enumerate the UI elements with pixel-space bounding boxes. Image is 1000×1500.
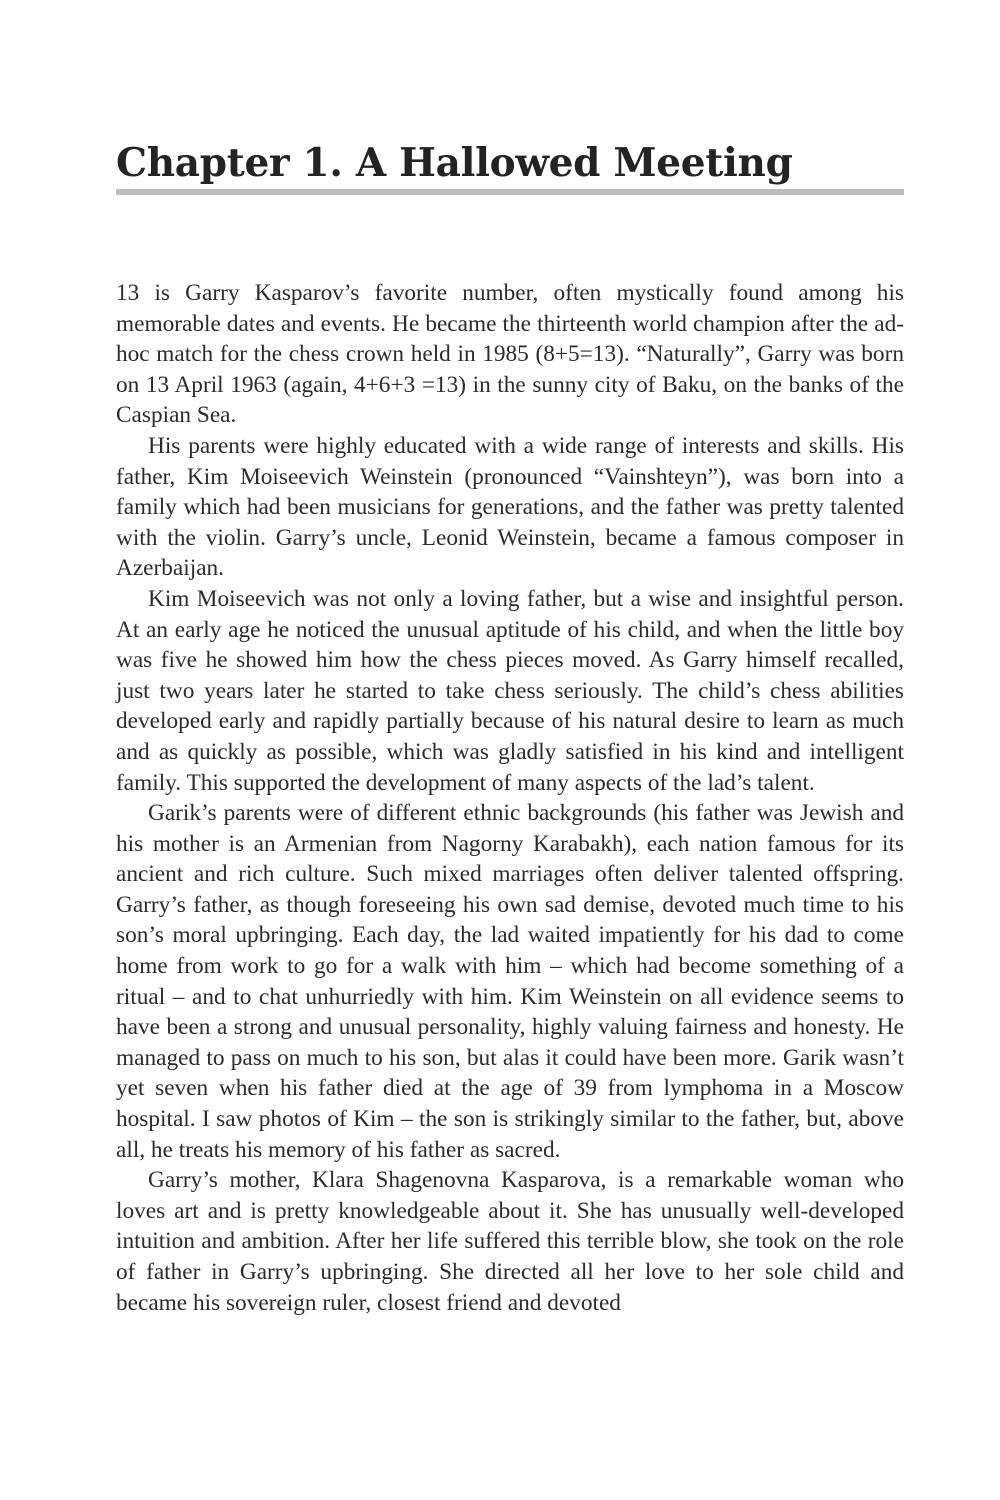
chapter-body <box>116 278 904 1318</box>
paragraph-4: Garik’s parents were of different ethnic backgrounds (his father was Jewish and his mother is an Armenian from Nagorny Karabakh), each nation famous for its ancient and rich culture. Such mixed marriages often deliver talented offspring. Garry’s father, as though foreseeing his own sad demise, devoted much time to his son’s moral upbringing. Each day, the lad waited impatiently for his dad to come home from work to go for a walk with him – which had become something of a ritual – and to chat unhurriedly with him. Kim Weinstein on all evidence seems to have been a strong and unusual personality, highly valuing fairness and honesty. He managed to pass on much to his son, but alas it could have been more. Garik wasn’t yet seven when his father died at the age of 39 from lymphoma in a Moscow hospital. I saw photos of Kim – the son is strikingly similar to the father, but, above all, he treats his memory of his father as sacred. <box>116 800 904 1163</box>
chapter-title: Chapter 1. A Hallowed Meeting <box>116 140 793 186</box>
paragraph-1: 13 is Garry Kasparov’s favorite number, often mystically found among his memorable dates and events. He became the thirteenth world champion after the ad-hoc match for the chess crown held in 1985 (8+5=13). “Naturally”, Garry was born on 13 April 1963 (again, 4+6+3 =13) in the sunny city of Baku, on the banks of the Caspian Sea. <box>116 280 904 429</box>
title-underline-rule <box>116 189 904 195</box>
paragraph-2: His parents were highly educated with a wide range of interests and skills. His father, Kim Moiseevich Weinstein (pronounced “Vainshteyn”), was born into a family which had been musicians for generations, and the father was pretty talented with the violin. Garry’s uncle, Leonid Weinstein, became a famous composer in Azerbaijan. <box>116 432 904 582</box>
paragraph-3: Kim Moiseevich was not only a loving father, but a wise and insightful person. At an early age he noticed the unusual aptitude of his child, and when the little boy was five he showed him how the chess pieces moved. As Garry himself recalled, just two years later he started to take chess seriously. The child’s chess abilities developed early and rapidly partially because of his natural desire to learn as much and as quickly as possible, which was gladly satisfied in his kind and intelligent family. This supported the development of many aspects of the lad’s talent. <box>116 585 904 796</box>
paragraph-5: Garry’s mother, Klara Shagenovna Kasparova, is a remarkable woman who loves art and is pretty knowledgeable about it. She has unusually well-developed intuition and ambition. After her life suffered this terrible blow, she took on the role of father in Garry’s upbringing. She directed all her love to her sole child and became his sovereign ruler, closest friend and devoted <box>116 1167 904 1316</box>
